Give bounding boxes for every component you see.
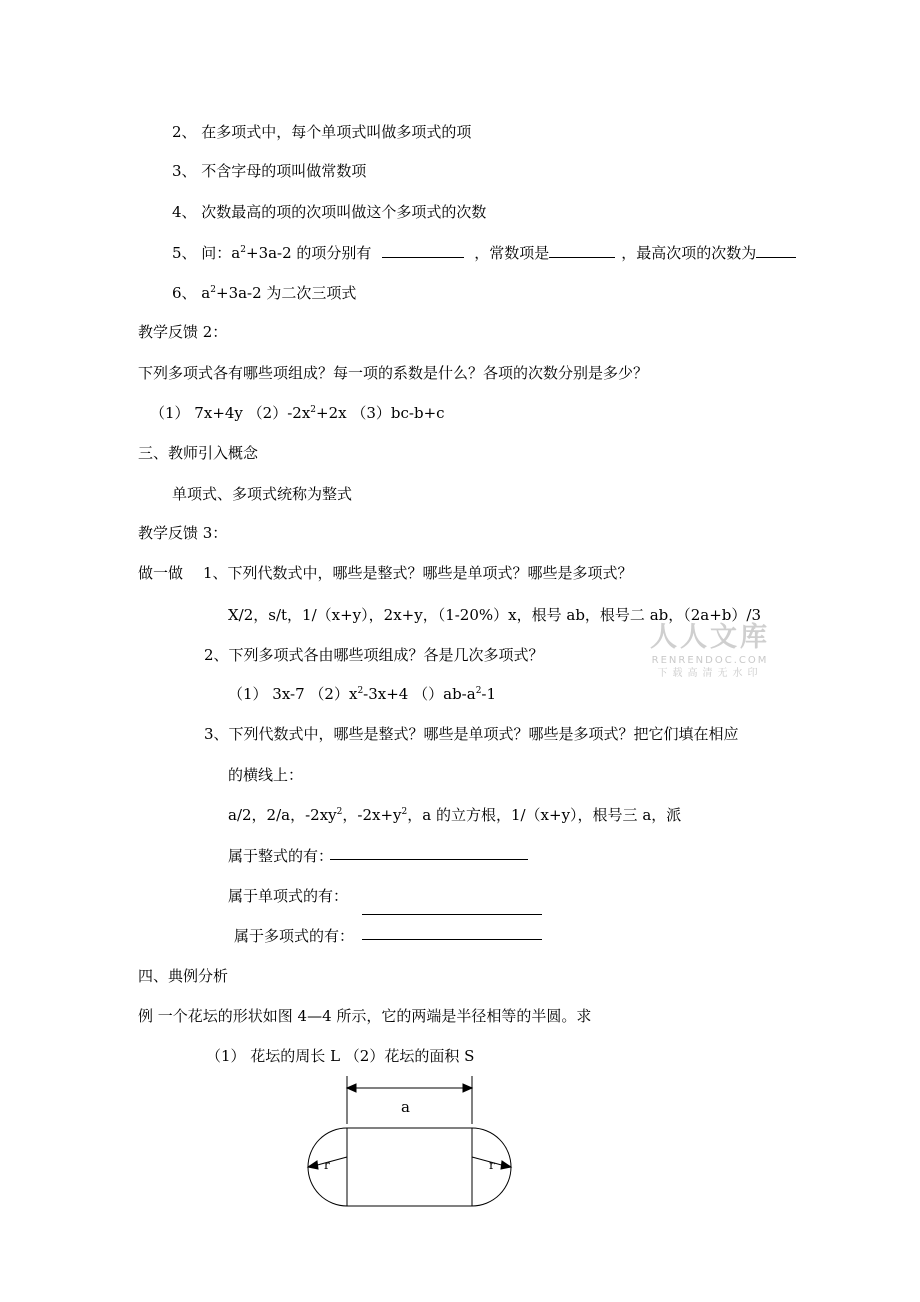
text-fragment: 做一做 — [138, 564, 184, 582]
text-line: 单项式、多项式统称为整式 — [172, 485, 353, 503]
text-fragment: -3x+4 （）ab-a — [363, 685, 476, 703]
width-label: a — [401, 1098, 410, 1116]
fill-label: 属于整式的有： — [228, 847, 334, 865]
text-line — [172, 283, 356, 303]
question-5 — [172, 243, 796, 263]
text-line: 例 一个花坛的形状如图 4—4 所示，它的两端是半径相等的半圆。求 — [138, 1007, 592, 1025]
arrow-head-icon — [501, 1161, 511, 1169]
text-fragment: ，常数项是 — [474, 244, 550, 262]
answer-line[interactable] — [362, 914, 542, 915]
text-line — [228, 805, 681, 825]
watermark-site: RENRENDOC.COM — [651, 655, 769, 666]
text-fragment: a/2，2/a，-2xy — [228, 806, 337, 824]
text-fragment: +3a-2 的项分别有 — [246, 244, 372, 262]
superscript: 2 — [401, 807, 408, 817]
text-fragment: ，a 的立方根，1/（x+y），根号三 a，派 — [407, 806, 682, 824]
watermark-logo: 人人文库 — [650, 622, 770, 653]
text-line: X/2，s/t，1/（x+y），2x+y，（1-20%）x，根号 ab，根号二 ab，（2a+b）/3 — [228, 606, 761, 624]
text-line: 3、 不含字母的项叫做常数项 — [172, 162, 367, 180]
answer-line[interactable] — [362, 939, 542, 940]
text-line: 2、下列多项式各由哪些项组成？各是几次多项式？ — [204, 646, 544, 664]
text-line: 3、下列代数式中，哪些是整式？哪些是单项式？哪些是多项式？把它们填在相应 — [204, 725, 739, 743]
superscript: 2 — [475, 686, 482, 696]
text-fragment: 5、 问：a — [172, 244, 241, 262]
text-line: 4、 次数最高的项的次项叫做这个多项式的次数 — [172, 203, 487, 221]
text-fragment: 1、下列代数式中，哪些是整式？哪些是单项式？哪些是多项式？ — [203, 564, 633, 582]
arrow-head-icon — [463, 1084, 472, 1092]
arrow-head-icon — [308, 1161, 318, 1169]
section-label: 教学反馈 3： — [138, 524, 228, 542]
text-line — [150, 403, 445, 423]
watermark-subtitle: 下载高清无水印 — [657, 668, 763, 679]
text-fragment: 6、 a — [172, 284, 211, 302]
superscript: 2 — [240, 245, 246, 255]
answer-blank[interactable] — [756, 243, 796, 258]
answer-blank[interactable] — [549, 243, 615, 258]
text-fragment: -1 — [481, 685, 497, 703]
answer-line[interactable] — [330, 859, 528, 860]
text-line: 下列多项式各有哪些项组成？每一项的系数是什么？各项的次数分别是多少？ — [138, 364, 649, 382]
superscript: 2 — [310, 405, 317, 415]
superscript: 2 — [210, 285, 216, 295]
text-fragment: +2x （3）bc-b+c — [316, 404, 445, 422]
section-heading: 三、教师引入概念 — [138, 444, 259, 462]
text-fragment: +3a-2 为二次三项式 — [216, 284, 357, 302]
radius-label: r — [489, 1158, 495, 1172]
arrow-head-icon — [347, 1084, 356, 1092]
text-line — [138, 563, 633, 583]
text-line: 的横线上： — [228, 766, 304, 784]
text-fragment: （1） 7x+4y （2）-2x — [150, 404, 311, 422]
section-heading: 四、典例分析 — [138, 967, 229, 985]
answer-blank[interactable] — [382, 243, 464, 258]
flowerbed-figure — [296, 1072, 526, 1214]
watermark — [648, 622, 772, 681]
superscript: 2 — [336, 807, 343, 817]
fill-label: 属于多项式的有： — [234, 927, 355, 945]
radius-label: r — [324, 1158, 330, 1172]
superscript: 2 — [357, 686, 364, 696]
text-fragment: ，-2x+y — [342, 806, 402, 824]
text-line — [228, 684, 496, 704]
text-fragment: ，最高次项的次数为 — [621, 244, 757, 262]
rectangle — [347, 1128, 472, 1206]
fill-label: 属于单项式的有： — [228, 887, 349, 905]
text-line: （1） 花坛的周长 L （2）花坛的面积 S — [206, 1047, 475, 1065]
text-fragment: （1） 3x-7 （2）x — [228, 685, 358, 703]
section-label: 教学反馈 2： — [138, 323, 228, 341]
text-line: 2、 在多项式中，每个单项式叫做多项式的项 — [172, 123, 472, 141]
